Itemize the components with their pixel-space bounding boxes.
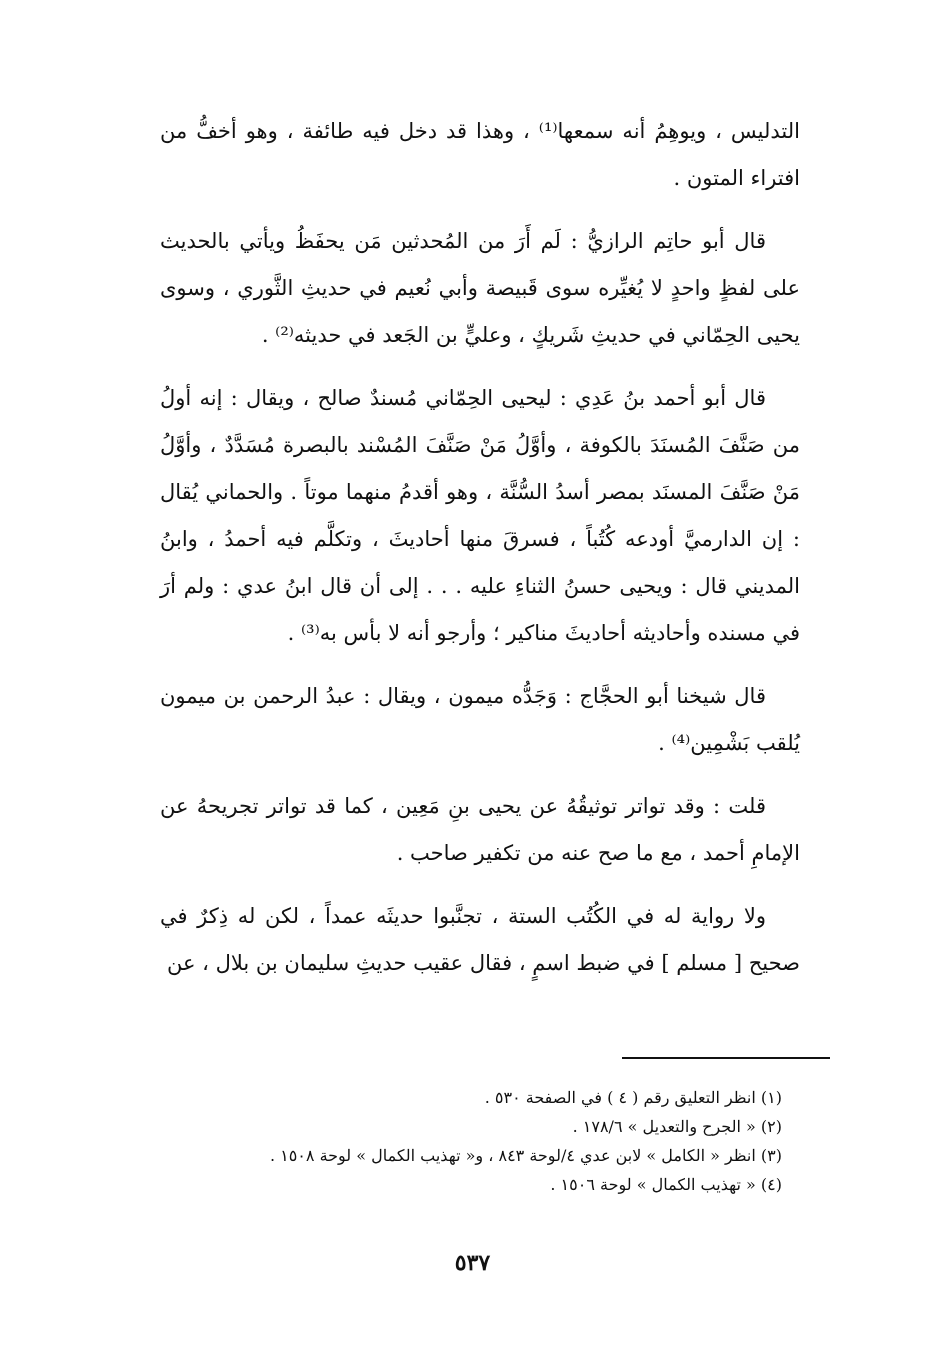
paragraph-4: قال شيخنا أبو الحجَّاج : وَجَدُّه ميمون ، ويقال : عبدُ الرحمن بن ميمون يُلقب بَشْمِين⁽⁴⁾ .: [160, 684, 800, 755]
paragraph-6: ولا رواية له في الكُتُب الستة ، تجنَّبوا حديثَه عمداً ، لكن له ذِكرٌ في صحيح [ مسلم ] في ضبط اسمٍ ، فقال عقيب حديثِ سليمان بن بلال ، عن: [160, 904, 800, 975]
footnote-separator: [622, 1057, 830, 1059]
paragraph-5: قلت : وقد تواتر توثيقُهُ عن يحيى بنِ مَعِين ، كما قد تواتر تجريحهُ عن الإمامِ أحمد ، مع ما صح عنه من تكفير صاحب .: [160, 794, 800, 865]
paragraph-2: قال أبو حاتِم الرازيُّ : لَم أَرَ من المُحدثين مَن يحفَظُ ويأتي بالحديث على لفظٍ واحدٍ لا يُغيِّره سوى قَبيصة وأبي نُعيم في حديثِ الثَّوري ، وسوى يحيى الحِمّاني في حديثِ شَريكٍ ، وعليٍّ بن الجَعد في حديثه⁽²⁾ .: [160, 229, 800, 347]
page-number: ٥٣٧: [454, 1250, 491, 1276]
footnote-3: (٣) انظر « الكامل » لابن عدي ٤/لوحة ٨٤٣ ، و« تهذيب الكمال » لوحة ١٥٠٨ .: [269, 1146, 782, 1165]
footnote-1: (١) انظر التعليق رقم ( ٤ ) في الصفحة ٥٣٠ .: [484, 1088, 782, 1107]
paragraph-1: التدليس ، ويوهِمُ أنه سمعها⁽¹⁾ ، وهذا قد دخل فيه طائفة ، وهو أخفُّ من افتراء المتون .: [160, 119, 800, 190]
paragraph-3: قال أبو أحمد بنُ عَدِي : ليحيى الحِمّاني مُسندٌ صالح ، ويقال : إنه أولُ من صَنَّفَ المُسنَدَ بالكوفة ، وأوَّلُ مَنْ صَنَّفَ المُسْند بالبصرة مُسَدَّدٌ ، وأوَّلُ مَنْ صَنَّفَ المسنَد بمصر أسدُ السُّنَّة ، وهو أقدمُ منهما موتاً . والحماني يُقال : إن الدارميَّ أودعه كُتُباً ، فسرقَ منها أحاديثَ ، وتكلَّم فيه أحمدُ ، وابنُ المديني قال : ويحيى حسنُ الثناءِ عليه . . . إلى أن قال ابنُ عدي : ولم أرَ في مسنده وأحاديثه أحاديثَ مناكير ؛ وأرجو أنه لا بأس به⁽³⁾ .: [160, 386, 800, 645]
footnote-4: (٤) « تهذيب الكمال » لوحة ١٥٠٦ .: [550, 1175, 782, 1194]
main-text: [160, 108, 800, 1003]
footnotes: [160, 1083, 800, 1199]
footnote-2: (٢) « الجرح والتعديل » ١٧٨/٦ .: [572, 1117, 782, 1136]
